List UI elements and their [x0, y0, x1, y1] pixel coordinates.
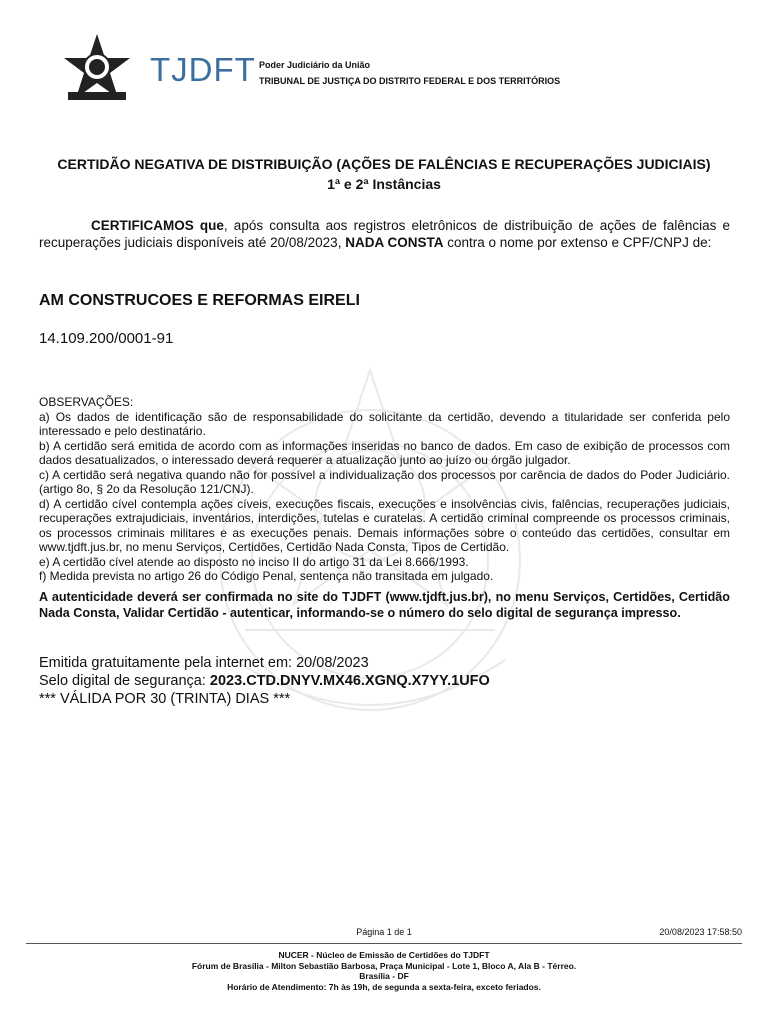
page-number: Página 1 de 1: [356, 927, 412, 937]
seal-label: Selo digital de segurança:: [39, 673, 210, 689]
header-line-1: Poder Judiciário da União: [259, 60, 371, 70]
footer-datetime: 20/08/2023 17:58:50: [659, 927, 742, 937]
footer-line: Brasília - DF: [359, 971, 409, 981]
observation-item: c) A certidão será negativa quando não for possível a individualização dos processos por carência de dados do Poder Judiciário. (artigo 8o, § 2o da Resolução 121/CNJ).: [39, 467, 730, 496]
intro-text-1: , após consulta aos registros eletrônicos de distribuição de ações de falências e recuperações judiciais disponíveis até 20/08/2023,: [39, 218, 731, 250]
validity-notice: *** VÁLIDA POR 30 (TRINTA) DIAS ***: [39, 691, 291, 707]
intro-text-2: contra o nome por extenso e CPF/CNPJ de:: [443, 235, 712, 250]
footer-line: Horário de Atendimento: 7h às 19h, de segunda a sexta-feira, exceto feriados.: [227, 981, 541, 992]
issued-date: Emitida gratuitamente pela internet em: 20/08/2023: [39, 655, 369, 671]
observation-item: f) Medida prevista no artigo 26 do Código Penal, sentença não transitada em julgado.: [39, 569, 494, 583]
subject-name: AM CONSTRUCOES E REFORMAS EIRELI: [39, 292, 360, 309]
emission-info: [39, 654, 490, 708]
observation-item: a) Os dados de identificação são de responsabilidade do solicitante da certidão, devendo a titularidade ser conferida pelo interessado e pelo destinatário.: [39, 409, 730, 438]
nada-consta: NADA CONSTA: [345, 235, 444, 250]
observation-item: e) A certidão cível atende ao disposto no inciso II do artigo 31 da Lei 8.666/1993.: [39, 554, 469, 569]
subject-cnpj: 14.109.200/0001-91: [39, 330, 174, 347]
security-seal: [39, 672, 490, 690]
observation-item: d) A certidão cível contempla ações cíveis, execuções fiscais, execuções e insolvências civis, falências, recuperações judiciais, recuperações extrajudiciais, inventários, interdições, tutelas e curatelas. A certidão criminal compreende os processos criminais, os processos criminais militares e as execuções penais. Demais informações sobre o conteúdo das certidões, consultar em www.tjdft.jus.br, no menu Serviços, Certidões, Certidão Nada Consta, Tipos de Certidão.: [39, 496, 730, 554]
observation-item: b) A certidão será emitida de acordo com as informações inseridas no banco de dados. Em caso de exibição de processos com dados desatualizados, o interessado deverá requerer a atualização junto ao juízo ou órgão julgador.: [39, 438, 730, 467]
intro-lead: CERTIFICAMOS que: [91, 218, 224, 233]
observations: [39, 395, 730, 584]
footer-line: NUCER - Núcleo de Emissão de Certidões do TJDFT: [278, 950, 490, 960]
coat-of-arms-icon: [60, 32, 134, 104]
document-title: [30, 154, 738, 194]
observations-heading: OBSERVAÇÕES:: [39, 395, 134, 409]
title-line-1: CERTIDÃO NEGATIVA DE DISTRIBUIÇÃO (AÇÕES DE FALÊNCIAS E RECUPERAÇÕES JUDICIAIS): [57, 156, 711, 172]
footer-line: Fórum de Brasília - Milton Sebastião Barbosa, Praça Municipal - Lote 1, Bloco A, Ala B - Térreo.: [191, 960, 577, 971]
header-line-2: TRIBUNAL DE JUSTIÇA DO DISTRITO FEDERAL E DOS TERRITÓRIOS: [259, 76, 561, 86]
header-institution: [259, 57, 560, 89]
seal-code: 2023.CTD.DNYV.MX46.XGNQ.X7YY.1UFO: [209, 673, 490, 689]
footer-address: [0, 950, 768, 992]
title-line-2: 1ª e 2ª Instâncias: [327, 176, 441, 192]
certification-paragraph: [39, 217, 730, 251]
footer-divider: [26, 943, 742, 944]
tjdft-logo: TJDFT: [150, 51, 256, 88]
authenticity-notice: A autenticidade deverá ser confirmada no site do TJDFT (www.tjdft.jus.br), no menu Serviços, Certidões, Certidão Nada Consta, Validar Certidão - autenticar, informando-se o número do selo digital de segurança impresso.: [39, 590, 730, 620]
